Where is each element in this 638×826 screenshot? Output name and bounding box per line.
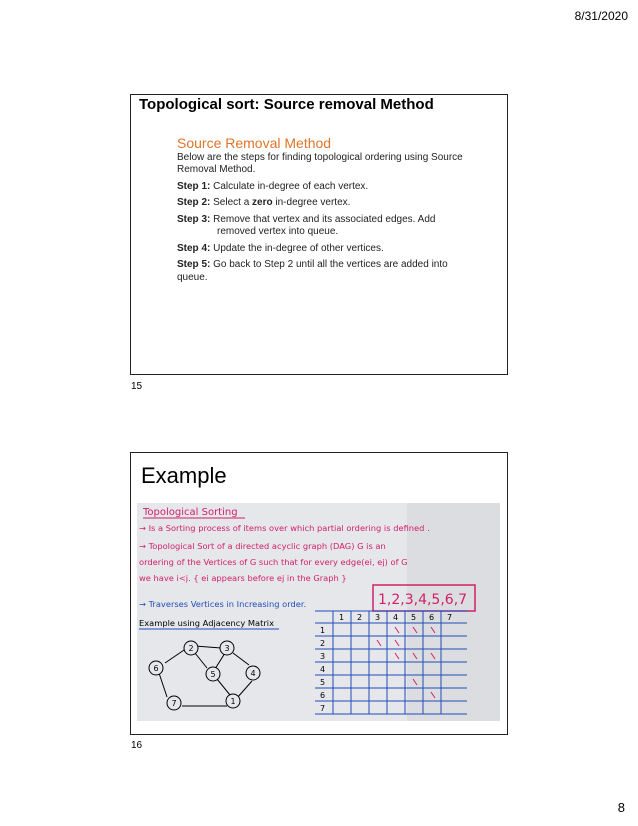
graph-node-6: 6	[153, 664, 159, 673]
graph-node-7: 7	[171, 699, 177, 708]
slide-16	[130, 452, 508, 735]
board-line-5: → Traverses Vertices in Increasing order.	[139, 599, 307, 609]
matrix-row-6: 6	[320, 691, 326, 700]
graph-node-2: 2	[188, 644, 194, 653]
graph-node-3: 3	[224, 644, 230, 653]
step-4: Step 4: Update the in-degree of other vertices.	[177, 242, 384, 254]
matrix-col-7: 7	[447, 613, 453, 622]
graph-node-1: 1	[230, 697, 236, 706]
board-line-1: → Is a Sorting process of items over which partial ordering is defined .	[139, 523, 430, 533]
board-line-2: → Topological Sort of a directed acyclic graph (DAG) G is an	[139, 541, 386, 551]
slide-15-number: 15	[131, 381, 143, 392]
page-number: 8	[617, 800, 625, 815]
source-removal-content	[177, 137, 497, 288]
board-line-3: ordering of the Vertices of G such that for every edge(ei, ej) of G	[139, 557, 408, 567]
matrix-col-1: 1	[339, 613, 345, 622]
matrix-col-5: 5	[411, 613, 417, 622]
slide-15	[130, 94, 508, 375]
step-3: Step 3: Remove that vertex and its associated edges. Add removed vertex into queue.	[177, 213, 436, 237]
board-adj-title: Example using Adjacency Matrix	[139, 618, 275, 628]
matrix-row-5: 5	[320, 678, 326, 687]
whiteboard-drawing	[137, 503, 500, 721]
print-date: 8/31/2020	[574, 9, 628, 23]
board-title: Topological Sorting	[143, 507, 238, 518]
step-2: Step 2: Select a zero in-degree vertex.	[177, 197, 351, 208]
matrix-row-2: 2	[320, 639, 326, 648]
step-5: Step 5: Go back to Step 2 until all the vertices are added into queue.	[177, 259, 448, 283]
board-order: 1,2,3,4,5,6,7	[378, 592, 468, 608]
matrix-row-7: 7	[320, 704, 326, 713]
source-removal-heading: Source Removal Method	[177, 135, 332, 151]
matrix-row-1: 1	[320, 626, 326, 635]
matrix-row-4: 4	[320, 665, 326, 674]
matrix-row-3: 3	[320, 652, 326, 661]
matrix-col-2: 2	[357, 613, 363, 622]
matrix-col-6: 6	[429, 613, 435, 622]
whiteboard-photo	[137, 503, 500, 721]
graph-node-5: 5	[210, 670, 216, 679]
board-line-4: we have i<j. { ei appears before ej in the Graph }	[139, 573, 347, 583]
step-1: Step 1: Calculate in-degree of each vertex.	[177, 180, 369, 192]
slide-16-number: 16	[131, 740, 143, 751]
slide-16-title: Example	[141, 463, 227, 488]
graph-node-4: 4	[250, 669, 256, 678]
source-removal-intro: Below are the steps for finding topological ordering using Source Removal Method.	[177, 151, 463, 175]
matrix-col-3: 3	[375, 613, 381, 622]
slide-15-title: Topological sort: Source removal Method	[139, 96, 434, 113]
matrix-col-4: 4	[393, 613, 399, 622]
